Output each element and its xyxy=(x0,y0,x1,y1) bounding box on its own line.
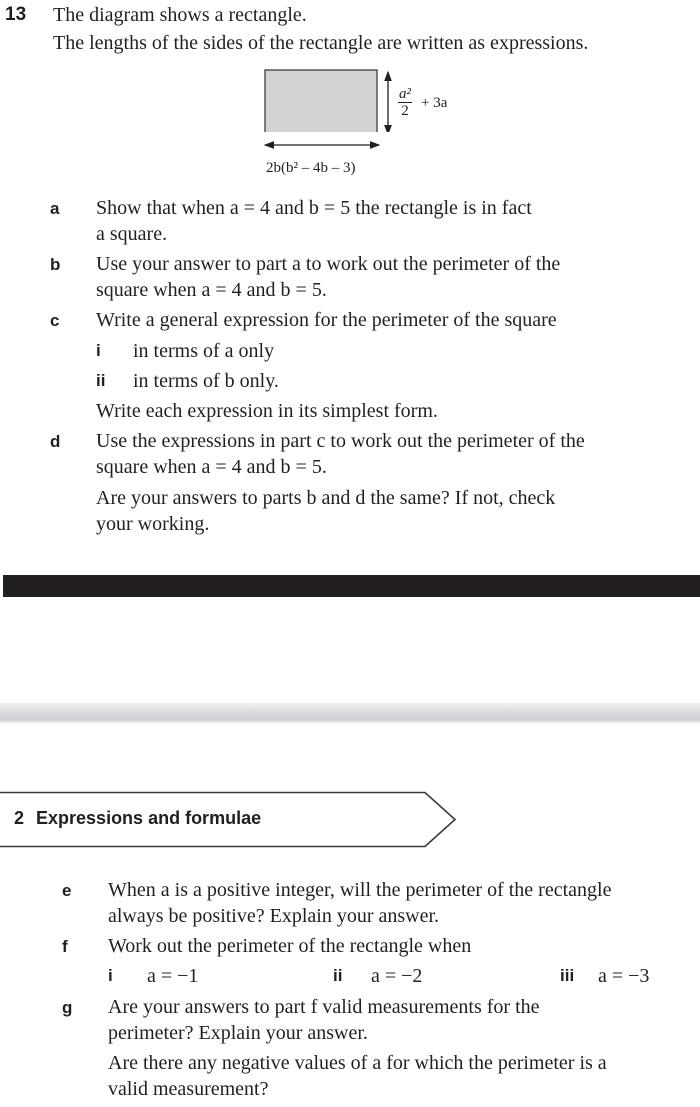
section-header xyxy=(14,806,261,830)
part-f-label: f xyxy=(62,937,68,956)
intro-line: The diagram shows a rectangle. xyxy=(53,4,307,26)
part-c-sub-label: ii xyxy=(96,371,106,390)
question-number: 13 xyxy=(5,4,27,25)
part-d-text: Use the expressions in part c to work out the perimeter of the xyxy=(96,430,585,452)
part-f-text: Work out the perimeter of the rectangle when xyxy=(108,935,472,957)
part-c-sub-text: in terms of a only xyxy=(133,340,275,362)
part-d-text: square when a = 4 and b = 5. xyxy=(96,456,327,478)
part-f-sub-label: i xyxy=(108,966,113,985)
part-c-text: Write a general expression for the perimeter of the square xyxy=(96,309,557,331)
fraction-numerator: a² xyxy=(399,86,411,102)
part-b-text: square when a = 4 and b = 5. xyxy=(96,279,327,301)
part-b-label: b xyxy=(50,255,61,274)
part-f-sub-text: a = −2 xyxy=(371,965,423,987)
height-label-rest: + 3a xyxy=(421,95,448,111)
intro-line: The lengths of the sides of the rectangle are written as expressions. xyxy=(53,32,589,54)
part-e-text: always be positive? Explain your answer. xyxy=(108,905,440,927)
part-g-text: Are your answers to part f valid measurements for the xyxy=(108,996,540,1018)
part-d-after: Are your answers to parts b and d the same? If not, check xyxy=(96,487,556,509)
part-d-after: your working. xyxy=(96,513,210,535)
section-number: 2 xyxy=(14,808,25,828)
part-c-sub-label: i xyxy=(96,341,101,360)
part-c-sub-text: in terms of b only. xyxy=(133,370,279,392)
part-g-text: perimeter? Explain your answer. xyxy=(108,1022,368,1044)
part-f-sub-label: iii xyxy=(560,966,575,985)
height-fraction xyxy=(398,86,412,119)
part-c-label: c xyxy=(50,311,60,330)
part-f-sub-label: ii xyxy=(333,966,343,985)
part-c-after: Write each expression in its simplest form. xyxy=(96,400,438,422)
part-g-label: g xyxy=(62,998,73,1017)
page-separator xyxy=(0,703,700,723)
part-a-text: Show that when a = 4 and b = 5 the rectangle is in fact xyxy=(96,197,532,219)
part-a-text: a square. xyxy=(96,223,168,245)
part-d-label: d xyxy=(50,432,61,451)
rectangle-diagram xyxy=(255,62,485,132)
part-f-sub-text: a = −3 xyxy=(598,965,650,987)
part-f-sub-text: a = −1 xyxy=(147,965,199,987)
part-g-after: valid measurement? xyxy=(108,1078,269,1100)
page-divider-bar xyxy=(3,575,700,597)
width-arrow xyxy=(262,138,382,152)
part-e-label: e xyxy=(62,881,72,900)
width-label: 2b(b² – 4b – 3) xyxy=(266,160,356,176)
part-e-text: When a is a positive integer, will the perimeter of the rectangle xyxy=(108,879,612,901)
part-b-text: Use your answer to part a to work out the perimeter of the xyxy=(96,253,561,275)
section-title: Expressions and formulae xyxy=(36,808,262,828)
part-a-label: a xyxy=(50,199,60,218)
part-g-after: Are there any negative values of a for which the perimeter is a xyxy=(108,1052,607,1074)
fraction-denominator: 2 xyxy=(401,103,409,119)
